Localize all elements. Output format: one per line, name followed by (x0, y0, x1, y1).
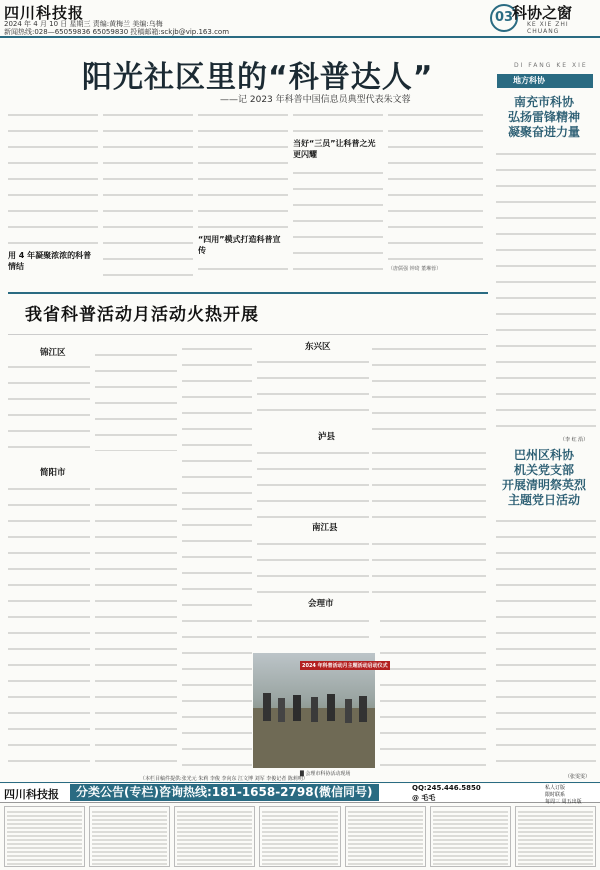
region-text (372, 535, 486, 595)
region-heading: 东兴区 (305, 342, 331, 352)
section-subtitle: KE XIE ZHI CHUANG (527, 21, 569, 35)
main-story-title: 我省科普活动月活动火热开展 (25, 305, 259, 325)
classified-item (89, 806, 170, 867)
region-heading: 简阳市 (40, 468, 66, 478)
ad-masthead: 四川科技报 (4, 788, 59, 801)
feature-column-3 (198, 106, 288, 284)
sidebar-category-en: DI FANG KE XIE (514, 62, 588, 69)
section-head: 当好“三员”让科普之光更闪耀 (293, 139, 376, 159)
ad-qq-note: @ 毛毛 (412, 794, 436, 802)
region-text (257, 444, 369, 524)
event-photo (253, 653, 375, 768)
ad-side-note: 私人订版 限时联系 每周三 周五出版 (545, 785, 582, 805)
masthead: 四川科技报 (4, 4, 85, 22)
person-icon (311, 697, 318, 722)
photo-banner: 2024 年科普活动月主题活动启动仪式 (302, 663, 388, 669)
page-number: 03 (490, 4, 518, 32)
date-line: 2024 年 4 月 10 日 星期三 责编:黄梅兰 美编:乌梅 (4, 20, 163, 28)
region-heading: 泸县 (318, 432, 336, 442)
sidebar-category: 地方科协 (497, 74, 593, 88)
footer-divider (0, 782, 600, 783)
section-title: 科协之窗 (512, 4, 573, 22)
classified-item (515, 806, 596, 867)
sidebar-story1-text (496, 145, 596, 435)
person-icon (327, 694, 335, 721)
person-icon (293, 695, 301, 721)
sidebar-story2-author: （张雯雯） (565, 774, 591, 780)
feature-headline: 阳光社区里的“科普达人” (82, 60, 434, 95)
person-icon (278, 698, 285, 722)
region-heading: 锦江区 (40, 348, 66, 358)
classified-item (174, 806, 255, 867)
region-text (380, 612, 486, 772)
feature-column-1 (8, 106, 98, 284)
sidebar-story2-text (496, 512, 596, 770)
photo-caption: █ 会理市科协活动现场 (300, 771, 351, 777)
person-icon (263, 693, 271, 721)
person-icon (359, 696, 367, 722)
ad-qq: QQ:245.446.5850 (412, 784, 481, 792)
section-head: “四用”模式打造科普宣传 (198, 235, 281, 255)
classified-listings (0, 803, 600, 870)
region-text (257, 612, 369, 650)
region-text (182, 340, 252, 770)
contact-line: 新闻热线:028—65059836 65059830 投稿邮箱:sckjb@vip.163.com (4, 28, 230, 36)
story-credit: （本栏目稿件提供:张光元 朱莉 李俊 李向东 江文博 刘军 李俊记者 陈莉明） (140, 776, 308, 782)
region-text (95, 480, 177, 770)
classified-item (430, 806, 511, 867)
feature-author: （唐儒强 钟琦 董琳蓉） (388, 266, 442, 272)
sidebar-story2-title: 巴州区科协 机关党支部 开展清明祭英烈 主题党日活动 (501, 448, 586, 507)
section-head: 用 4 年凝聚浓浓的科普情结 (8, 251, 92, 271)
feature-column-4 (293, 106, 383, 284)
feature-column-5 (388, 106, 483, 261)
region-text (257, 535, 369, 595)
sidebar-story1-author: （李 红 沿） (560, 437, 589, 443)
region-text (372, 340, 486, 430)
region-text (95, 346, 177, 451)
region-text (372, 444, 486, 524)
region-text (257, 353, 369, 425)
region-text (8, 358, 90, 448)
region-heading: 会理市 (308, 599, 334, 609)
region-heading: 南江县 (312, 523, 338, 533)
classified-item (345, 806, 426, 867)
classified-item (4, 806, 85, 867)
classified-item (259, 806, 340, 867)
sidebar-story1-title: 南充市科协 弘扬雷锋精神 凝聚奋进力量 (507, 95, 580, 139)
feature-column-2 (103, 106, 193, 284)
person-icon (345, 699, 352, 723)
region-text (8, 480, 90, 770)
ad-title: 分类公告(专栏)咨询热线:181-1658-2798(微信同号) (70, 784, 379, 801)
feature-subheadline: ——记 2023 年科普中国信息员典型代表朱文蓉 (220, 95, 411, 105)
crowd-illustration (253, 653, 375, 768)
